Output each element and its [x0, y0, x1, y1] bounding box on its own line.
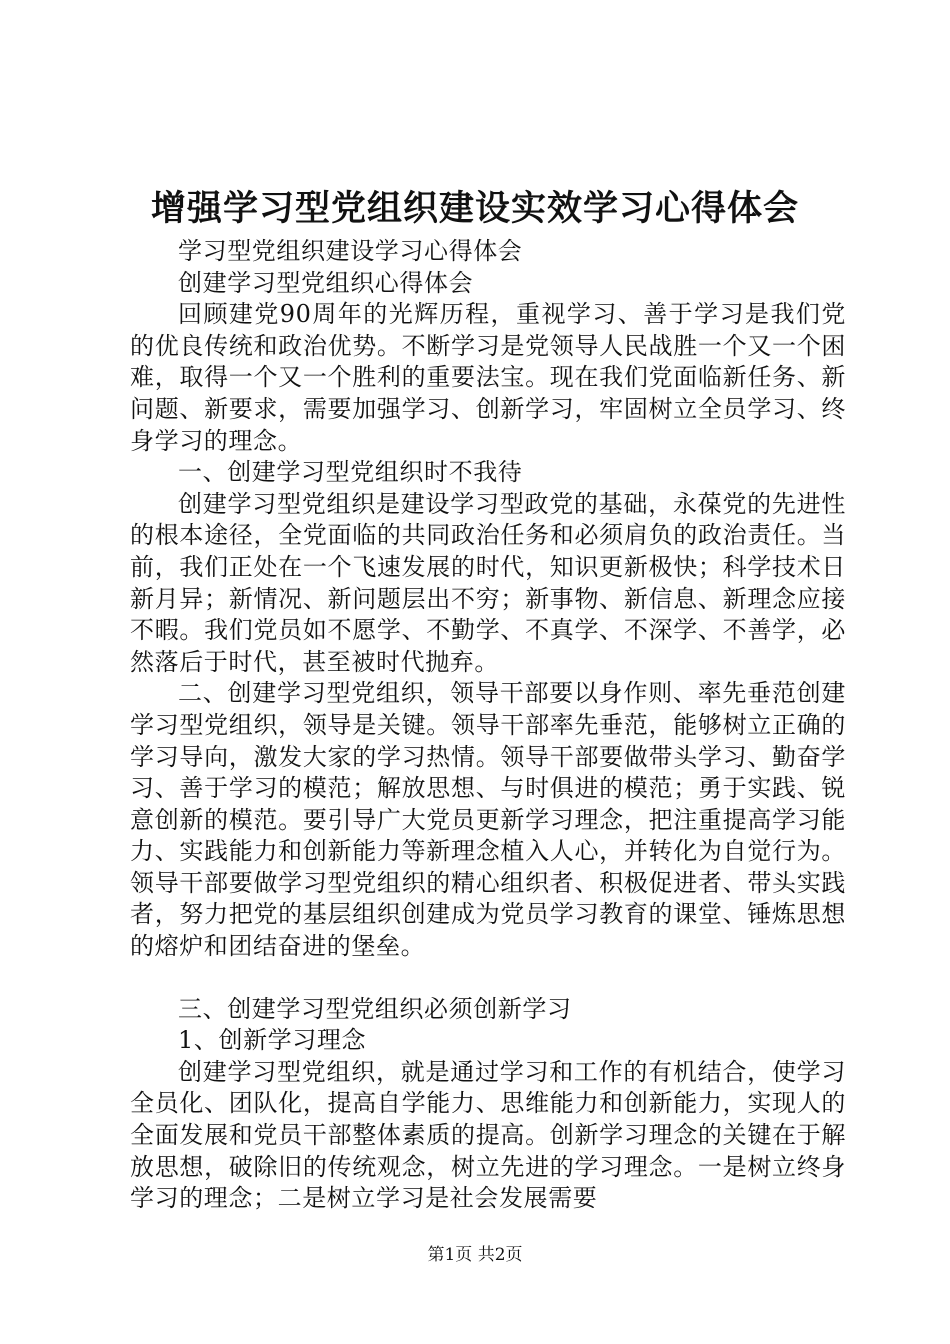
paragraph-intro: 回顾建党90周年的光辉历程，重视学习、善于学习是我们党的优良传统和政治优势。不断学习是党领导人民战胜一个又一个困难，取得一个又一个胜利的重要法宝。现在我们党面临新任务、新问题、新要求，需要加强学习、创新学习，牢固树立全员学习、终身学习的理念。	[130, 300, 846, 455]
document-body	[130, 236, 846, 1215]
paragraph-subtitle-1: 学习型党组织建设学习心得体会	[178, 237, 523, 265]
subsection-heading-1: 1、创新学习理念	[178, 1026, 367, 1055]
paragraph-section-3: 创建学习型党组织，就是通过学习和工作的有机结合，使学习全员化、团队化，提高自学能力、思维能力和创新能力，实现人的全面发展和党员干部整体素质的提高。创新学习理念的关键在于解放思想，破除旧的传统观念，树立先进的学习理念。一是树立终身学习的理念；二是树立学习是社会发展需要	[130, 1057, 846, 1213]
section-heading-3: 三、创建学习型党组织必须创新学习	[178, 994, 572, 1023]
paragraph-section-2: 二、创建学习型党组织，领导干部要以身作则、率先垂范创建学习型党组织，领导是关键。领导干部率先垂范，能够树立正确的学习导向，激发大家的学习热情。领导干部要做带头学习、勤奋学习、善于学习的模范；解放思想、与时俱进的模范；勇于实践、锐意创新的模范。要引导广大党员更新学习理念，把注重提高学习能力、实践能力和创新能力等新理念植入人心，并转化为自觉行为。领导干部要做学习型党组织的精心组织者、积极促进者、带头实践者，努力把党的基层组织创建成为党员学习教育的课堂、锤炼思想的熔炉和团结奋进的堡垒。	[130, 679, 846, 961]
document-title: 增强学习型党组织建设实效学习心得体会	[150, 189, 799, 229]
paragraph-subtitle-2: 创建学习型党组织心得体会	[178, 268, 474, 297]
paragraph-section-1: 创建学习型党组织是建设学习型政党的基础，永葆党的先进性的根本途径，全党面临的共同政治任务和必须肩负的政治责任。当前，我们正处在一个飞速发展的时代，知识更新极快；科学技术日新月异；新情况、新问题层出不穷；新事物、新信息、新理念应接不暇。我们党员如不愿学、不勤学、不真学、不深学、不善学，必然落后于时代，甚至被时代抛弃。	[130, 489, 846, 676]
section-heading-1: 一、创建学习型党组织时不我待	[178, 458, 523, 487]
page-footer: 第1页 共2页	[427, 1245, 523, 1265]
